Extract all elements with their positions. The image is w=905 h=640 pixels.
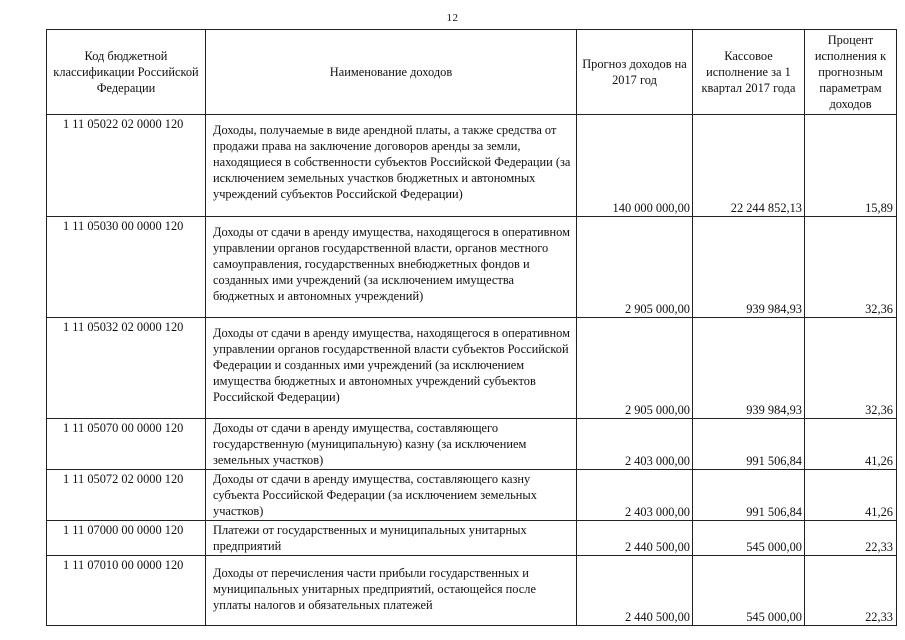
row-actual: 545 000,00: [693, 521, 805, 556]
row-forecast: 2 440 500,00: [577, 556, 693, 626]
table-row: [47, 419, 897, 470]
row-actual: 991 506,84: [693, 419, 805, 470]
revenue-table: [46, 29, 897, 626]
row-actual: 545 000,00: [693, 556, 805, 626]
page-number: 12: [446, 12, 459, 24]
row-percent: 22,33: [805, 521, 897, 556]
table-row: [47, 318, 897, 419]
row-percent: 15,89: [805, 115, 897, 217]
table-row: [47, 115, 897, 217]
row-name: Доходы, получаемые в виде арендной платы, а также средства от продажи права на заключение договоров аренды за земли, находящиеся в собственности субъектов Российской Федерации (за исключением земельных участков бюджетных и автономных учреждений субъектов Российской Федерации): [206, 115, 577, 217]
row-code: 1 11 07000 00 0000 120: [47, 521, 206, 556]
row-percent: 41,26: [805, 419, 897, 470]
row-forecast: 2 905 000,00: [577, 318, 693, 419]
row-percent: 22,33: [805, 556, 897, 626]
row-forecast: 2 403 000,00: [577, 419, 693, 470]
row-forecast: 2 905 000,00: [577, 217, 693, 318]
header-code: Код бюджетной классификации Российской Федерации: [47, 30, 206, 115]
row-actual: 939 984,93: [693, 318, 805, 419]
table-row: [47, 556, 897, 626]
row-code: 1 11 05032 02 0000 120: [47, 318, 206, 419]
row-percent: 32,36: [805, 217, 897, 318]
table-row: [47, 470, 897, 521]
table-header-row: [47, 30, 897, 115]
row-code: 1 11 05030 00 0000 120: [47, 217, 206, 318]
row-forecast: 2 440 500,00: [577, 521, 693, 556]
row-actual: 991 506,84: [693, 470, 805, 521]
table-row: [47, 521, 897, 556]
row-code: 1 11 05022 02 0000 120: [47, 115, 206, 217]
row-name: Доходы от сдачи в аренду имущества, составляющего казну субъекта Российской Федерации (за исключением земельных участков): [206, 470, 577, 521]
row-name: Доходы от перечисления части прибыли государственных и муниципальных унитарных предприятий, остающейся после уплаты налогов и обязательных платежей: [206, 556, 577, 626]
row-percent: 32,36: [805, 318, 897, 419]
row-code: 1 11 05072 02 0000 120: [47, 470, 206, 521]
table-row: [47, 217, 897, 318]
row-name: Доходы от сдачи в аренду имущества, находящегося в оперативном управлении органов государственной власти, органов местного самоуправления, государственных внебюджетных фондов и созданных ими учреждений (за исключением имущества бюджетных и автономных учреждений): [206, 217, 577, 318]
row-code: 1 11 07010 00 0000 120: [47, 556, 206, 626]
header-percent: Процент исполнения к прогнозным параметрам доходов: [805, 30, 897, 115]
row-name: Доходы от сдачи в аренду имущества, составляющего государственную (муниципальную) казну (за исключением земельных участков): [206, 419, 577, 470]
header-actual: Кассовое исполнение за 1 квартал 2017 года: [693, 30, 805, 115]
row-actual: 939 984,93: [693, 217, 805, 318]
row-actual: 22 244 852,13: [693, 115, 805, 217]
row-percent: 41,26: [805, 470, 897, 521]
row-forecast: 2 403 000,00: [577, 470, 693, 521]
row-name: Платежи от государственных и муниципальных унитарных предприятий: [206, 521, 577, 556]
row-name: Доходы от сдачи в аренду имущества, находящегося в оперативном управлении органов государственной власти субъектов Российской Федерации и созданных ими учреждений (за исключением имущества бюджетных и автономных учреждений субъектов Российской Федерации): [206, 318, 577, 419]
header-name: Наименование доходов: [206, 30, 577, 115]
header-forecast: Прогноз доходов на 2017 год: [577, 30, 693, 115]
row-forecast: 140 000 000,00: [577, 115, 693, 217]
row-code: 1 11 05070 00 0000 120: [47, 419, 206, 470]
